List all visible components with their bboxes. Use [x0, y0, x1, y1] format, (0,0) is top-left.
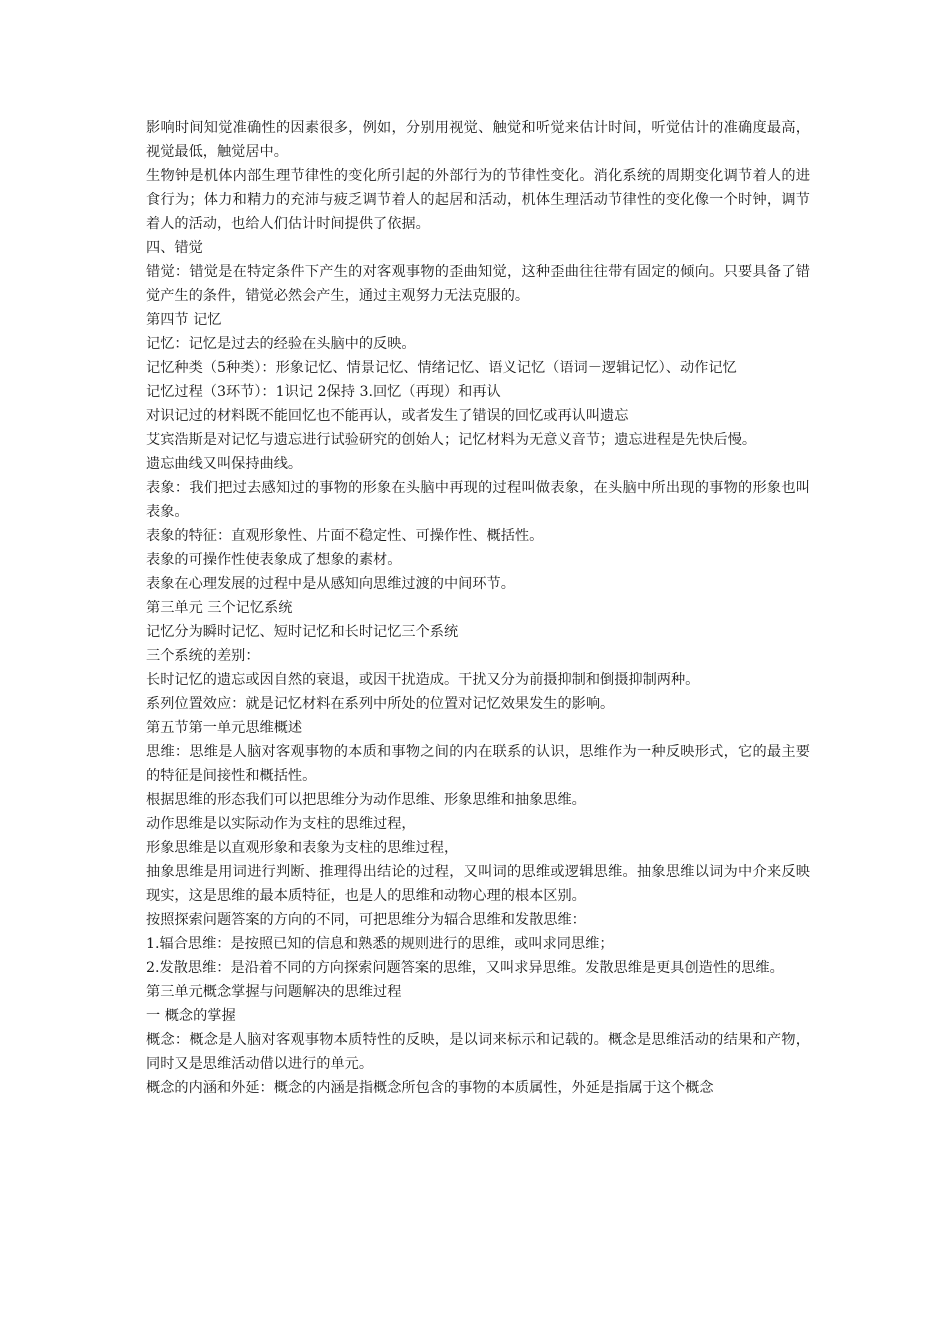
paragraph: 记忆分为瞬时记忆、短时记忆和长时记忆三个系统 — [146, 624, 459, 640]
paragraph: 遗忘曲线又叫保持曲线。 — [146, 456, 303, 472]
paragraph: 三个系统的差别： — [146, 648, 260, 664]
paragraph: 表象：我们把过去感知过的事物的形象在头脑中再现的过程叫做表象，在头脑中所出现的事物的形象也叫表象。 — [146, 480, 810, 520]
paragraph: 抽象思维是用词进行判断、推理得出结论的过程，又叫词的思维或逻辑思维。抽象思维以词为中介来反映现实，这是思维的最本质特征，也是人的思维和动物心理的根本区别。 — [146, 864, 810, 904]
paragraph: 表象在心理发展的过程中是从感知向思维过渡的中间环节。 — [146, 576, 515, 592]
paragraph: 动作思维是以实际动作为支柱的思维过程， — [146, 816, 416, 832]
paragraph: 长时记忆的遗忘或因自然的衰退，或因干扰造成。干扰又分为前摄抑制和倒摄抑制两种。 — [146, 672, 700, 688]
document-body — [146, 116, 810, 1100]
paragraph: 根据思维的形态我们可以把思维分为动作思维、形象思维和抽象思维。 — [146, 792, 586, 808]
paragraph: 表象的可操作性使表象成了想象的素材。 — [146, 552, 402, 568]
paragraph: 影响时间知觉准确性的因素很多，例如，分别用视觉、触觉和听觉来估计时间，听觉估计的准确度最高，视觉最低，触觉居中。 — [146, 120, 810, 160]
paragraph: 记忆：记忆是过去的经验在头脑中的反映。 — [146, 336, 416, 352]
list-item: 1.辐合思维：是按照已知的信息和熟悉的规则进行的思维，或叫求同思维； — [146, 936, 614, 952]
paragraph: 概念：概念是人脑对客观事物本质特性的反映，是以词来标示和记载的。概念是思维活动的结果和产物，同时又是思维活动借以进行的单元。 — [146, 1032, 810, 1072]
section-heading: 第三单元概念掌握与问题解决的思维过程 — [146, 984, 402, 1000]
paragraph: 表象的特征：直观形象性、片面不稳定性、可操作性、概括性。 — [146, 528, 544, 544]
paragraph: 记忆种类（5种类）：形象记忆、情景记忆、情绪记忆、语义记忆（语词－逻辑记忆）、动作记忆 — [146, 360, 737, 376]
list-item: 2.发散思维：是沿着不同的方向探索问题答案的思维，又叫求异思维。发散思维是更具创造性的思维。 — [146, 960, 784, 976]
paragraph: 系列位置效应：就是记忆材料在系列中所处的位置对记忆效果发生的影响。 — [146, 696, 615, 712]
paragraph: 错觉：错觉是在特定条件下产生的对客观事物的歪曲知觉，这种歪曲往往带有固定的倾向。只要具备了错觉产生的条件，错觉必然会产生，通过主观努力无法克服的。 — [146, 264, 810, 304]
paragraph: 按照探索问题答案的方向的不同，可把思维分为辐合思维和发散思维： — [146, 912, 586, 928]
section-heading: 第三单元 三个记忆系统 — [146, 600, 293, 616]
paragraph: 概念的内涵和外延：概念的内涵是指概念所包含的事物的本质属性，外延是指属于这个概念 — [146, 1080, 714, 1096]
section-heading: 四、错觉 — [146, 240, 203, 256]
section-heading: 一 概念的掌握 — [146, 1008, 236, 1024]
paragraph: 生物钟是机体内部生理节律性的变化所引起的外部行为的节律性变化。消化系统的周期变化调节着人的进食行为；体力和精力的充沛与疲乏调节着人的起居和活动，机体生理活动节律性的变化像一个时钟，调节着人的活动，也给人们估计时间提供了依据。 — [146, 168, 810, 232]
section-heading: 第四节 记忆 — [146, 312, 222, 328]
paragraph: 思维：思维是人脑对客观事物的本质和事物之间的内在联系的认识，思维作为一种反映形式，它的最主要的特征是间接性和概括性。 — [146, 744, 810, 784]
paragraph: 艾宾浩斯是对记忆与遗忘进行试验研究的创始人；记忆材料为无意义音节；遗忘进程是先快后慢。 — [146, 432, 757, 448]
section-heading: 第五节第一单元思维概述 — [146, 720, 303, 736]
paragraph: 形象思维是以直观形象和表象为支柱的思维过程， — [146, 840, 459, 856]
paragraph: 记忆过程（3环节）：1识记 2保持 3.回忆（再现）和再认 — [146, 384, 501, 400]
paragraph: 对识记过的材料既不能回忆也不能再认，或者发生了错误的回忆或再认叫遗忘 — [146, 408, 629, 424]
